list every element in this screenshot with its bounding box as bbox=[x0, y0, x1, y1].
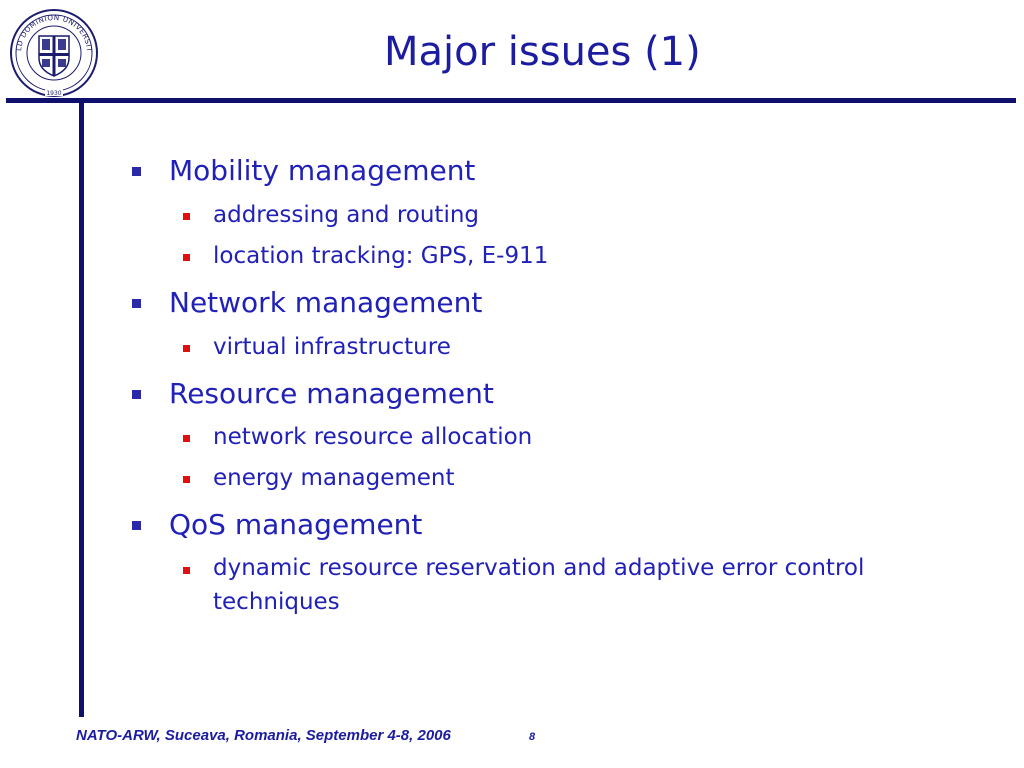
bullet-square-icon bbox=[183, 476, 190, 483]
sub-bullet-item: dynamic resource reservation and adaptive error control bbox=[213, 555, 865, 581]
bullet-square-icon bbox=[183, 213, 190, 220]
bullet-item: QoS management bbox=[169, 508, 423, 541]
page-number: 8 bbox=[529, 731, 536, 743]
footer-text: NATO-ARW, Suceava, Romania, September 4-8, 2006 bbox=[76, 727, 451, 744]
bullet-square-icon bbox=[132, 390, 141, 399]
sub-bullet-item: addressing and routing bbox=[213, 202, 480, 228]
bullet-square-icon bbox=[183, 254, 190, 261]
bullet-square-icon bbox=[132, 167, 141, 176]
bullet-square-icon bbox=[183, 345, 190, 352]
sub-bullet-item-continuation: techniques bbox=[213, 589, 340, 615]
bullet-square-icon bbox=[132, 521, 141, 530]
bullet-square-icon bbox=[183, 567, 190, 574]
sub-bullet-item: virtual infrastructure bbox=[213, 334, 451, 360]
seal-ring-text: LD DOMINION UNIVERSIT bbox=[14, 12, 95, 53]
bullet-square-icon bbox=[132, 299, 141, 308]
bullet-square-icon bbox=[183, 435, 190, 442]
slide-title: Major issues (1) bbox=[384, 29, 701, 75]
sub-bullet-item: network resource allocation bbox=[213, 424, 533, 450]
sub-bullet-item: energy management bbox=[213, 465, 455, 491]
bullet-item: Network management bbox=[169, 286, 483, 319]
seal-year: 1930 bbox=[46, 90, 62, 97]
bullet-item: Mobility management bbox=[169, 154, 476, 187]
sub-bullet-item: location tracking: GPS, E-911 bbox=[213, 243, 549, 269]
bullet-item: Resource management bbox=[169, 377, 494, 410]
